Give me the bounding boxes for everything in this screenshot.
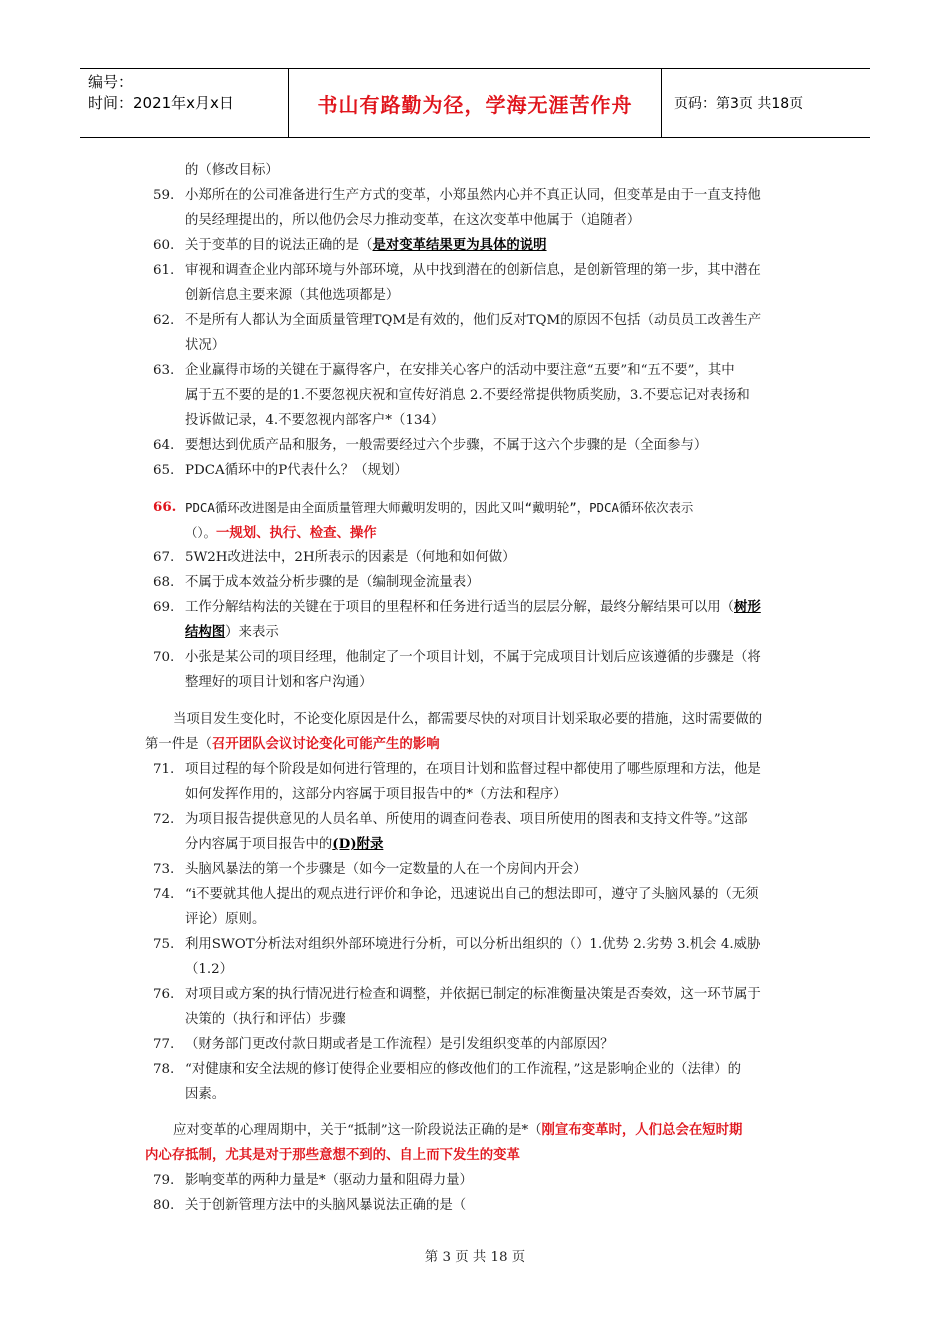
question-65: 65. PDCA循环中的P代表什么？（规划） (145, 458, 810, 483)
text-line: 第一件是（召开团队会议讨论变化可能产生的影响 (145, 736, 440, 752)
answer-highlight: 刚宣布变革时，人们总会在短时期 (541, 1122, 743, 1138)
text-line: 评论）原则。 (185, 912, 266, 927)
header-motto: 书山有路勤为径，学海无涯苦作舟 (289, 69, 662, 137)
page-footer: 第 3 页 共 18 页 (424, 1250, 526, 1265)
text-line (145, 1143, 810, 1168)
text-line: 分内容属于项目报告中的(D)附录 (185, 836, 384, 852)
answer-highlight: 内心存抵制，尤其是对于那些意想不到的、自上而下发生的变革 (145, 1147, 520, 1163)
question-number: 67. (153, 550, 175, 565)
question-70: 70. 小张是某公司的项目经理，他制定了一个项目计划，不属于完成项目计划后应该遵循的步骤是（将 (145, 645, 810, 670)
question-number: 59. (153, 188, 175, 203)
question-63: 63. 企业赢得市场的关键在于赢得客户，在安排关心客户的活动中要注意“五要”和“五不要”，其中 (145, 358, 810, 383)
question-75: 75. 利用SWOT分析法对组织外部环境进行分析，可以分析出组织的（）1.优势 2.劣势 3.机会 4.威胁 (145, 932, 810, 957)
question-80: 80. 关于创新管理方法中的头脑风暴说法正确的是（ (145, 1193, 810, 1218)
question-number: 65. (153, 463, 175, 478)
question-number: 76. (153, 987, 175, 1002)
answer-highlight: 一规划、执行、检查、操作 (215, 525, 377, 541)
text-line: 创新信息主要来源（其他选项都是） (185, 288, 400, 303)
text-line: 的吴经理提出的，所以他仍会尽力推动变革，在这次变革中他属于（追随者） (185, 213, 641, 228)
question-number: 79. (153, 1173, 175, 1188)
answer-highlight: (D)附录 (332, 836, 384, 852)
text-line: （1.2） (185, 962, 234, 977)
question-number: 63. (153, 363, 175, 378)
question-62: 62. 不是所有人都认为全面质量管理TQM是有效的，他们反对TQM的原因不包括（动员员工改善生产 (145, 308, 810, 333)
header-page-info: 页码：第3页 共18页 (674, 96, 804, 112)
question-number: 72. (153, 812, 175, 827)
question-number: 80. (153, 1198, 175, 1213)
question-66: 66. PDCA循环改进图是由全面质量管理大师戴明发明的，因此又叫“戴明轮”，PDCA循环依次表示 (145, 495, 810, 520)
question-64: 64. 要想达到优质产品和服务，一般需要经过六个步骤，不属于这六个步骤的是（全面参与） (145, 433, 810, 458)
question-number: 71. (153, 762, 175, 777)
question-number: 78. (153, 1062, 175, 1077)
text-line: 整理好的项目计划和客户沟通） (185, 675, 373, 690)
text-line: 状况） (185, 338, 226, 353)
question-79: 79. 影响变革的两种力量是*（驱动力量和阻碍力量） (145, 1168, 810, 1193)
header-meta (80, 69, 289, 137)
question-number: 64. (153, 438, 175, 453)
text-line: 属于五不要的是的1.不要忽视庆祝和宣传好消息 2.不要经常提供物质奖励，3.不要忘记对表扬和 (185, 388, 750, 403)
text-line: 投诉做记录，4.不要忽视内部客户*（134） (185, 413, 445, 428)
text-line: 决策的（执行和评估）步骤 (185, 1012, 346, 1027)
text-line: 的（修改目标） (185, 163, 279, 178)
question-number: 75. (153, 937, 175, 952)
question-73: 73. 头脑风暴法的第一个步骤是（如今一定数量的人在一个房间内开会） (145, 857, 810, 882)
answer-highlight: 树形 (734, 599, 761, 615)
question-number: 74. (153, 887, 175, 902)
answer-highlight: 是对变革结果更为具体的说明 (372, 237, 547, 253)
page-header (80, 68, 870, 138)
question-number: 69. (153, 600, 175, 615)
question-number: 61. (153, 263, 175, 278)
question-69: 69. 工作分解结构法的关键在于项目的里程杯和任务进行适当的层层分解，最终分解结果可以用（树形 (145, 595, 810, 620)
question-number: 70. (153, 650, 175, 665)
question-67: 67. 5W2H改进法中，2H所表示的因素是（何地和如何做） (145, 545, 810, 570)
question-61: 61. 审视和调查企业内部环境与外部环境，从中找到潜在的创新信息，是创新管理的第一步，其中潜在 (145, 258, 810, 283)
question-59: 59. 小郑所在的公司准备进行生产方式的变革，小郑虽然内心并不真正认同，但变革是由于一直支持他 (145, 183, 810, 208)
text-line: 如何发挥作用的，这部分内容属于项目报告中的*（方法和程序） (185, 787, 567, 802)
paragraph: 应对变革的心理周期中，关于“抵制”这一阶段说法正确的是*（刚宣布变革时，人们总会在短时期 (173, 1122, 743, 1138)
paragraph: 当项目发生变化时，不论变化原因是什么，都需要尽快的对项目计划采取必要的措施，这时需要做的 (173, 712, 763, 727)
text-line: 因素。 (185, 1087, 226, 1102)
question-number: 68. (153, 575, 175, 590)
question-72: 72. 为项目报告提供意见的人员名单、所使用的调查问卷表、项目所使用的图表和支持文件等。”这部 (145, 807, 810, 832)
question-60: 60. 关于变革的目的说法正确的是（是对变革结果更为具体的说明 (145, 233, 810, 258)
question-76: 76. 对项目或方案的执行情况进行检查和调整，并依据已制定的标准衡量决策是否奏效，这一环节属于 (145, 982, 810, 1007)
question-number: 60. (153, 238, 175, 253)
question-77: 77. （财务部门更改付款日期或者是工作流程）是引发组织变革的内部原因？ (145, 1032, 810, 1057)
answer-highlight: 召开团队会议讨论变化可能产生的影响 (211, 736, 440, 752)
number-label: 编号： (88, 73, 134, 91)
time-label: 时间：2021年x月x日 (88, 94, 234, 112)
question-78: 78. “对健康和安全法规的修订使得企业要相应的修改他们的工作流程，”这是影响企业的（法律）的 (145, 1057, 810, 1082)
document-body (145, 158, 810, 1218)
text-line: 结构图）来表示 (185, 624, 279, 640)
question-number: 62. (153, 313, 175, 328)
question-number: 73. (153, 862, 175, 877)
question-74: 74. “i不要就其他人提出的观点进行评价和争论，迅速说出自己的想法即可，遵守了头脑风暴的（无须 (145, 882, 810, 907)
question-68: 68. 不属于成本效益分析步骤的是（编制现金流量表） (145, 570, 810, 595)
question-71: 71. 项目过程的每个阶段是如何进行管理的，在项目计划和监督过程中都使用了哪些原理和方法，他是 (145, 757, 810, 782)
question-number: 77. (153, 1037, 175, 1052)
text-line: （）。一规划、执行、检查、操作 (185, 525, 377, 541)
question-number: 66. (153, 499, 177, 515)
answer-highlight: 结构图 (185, 624, 226, 640)
